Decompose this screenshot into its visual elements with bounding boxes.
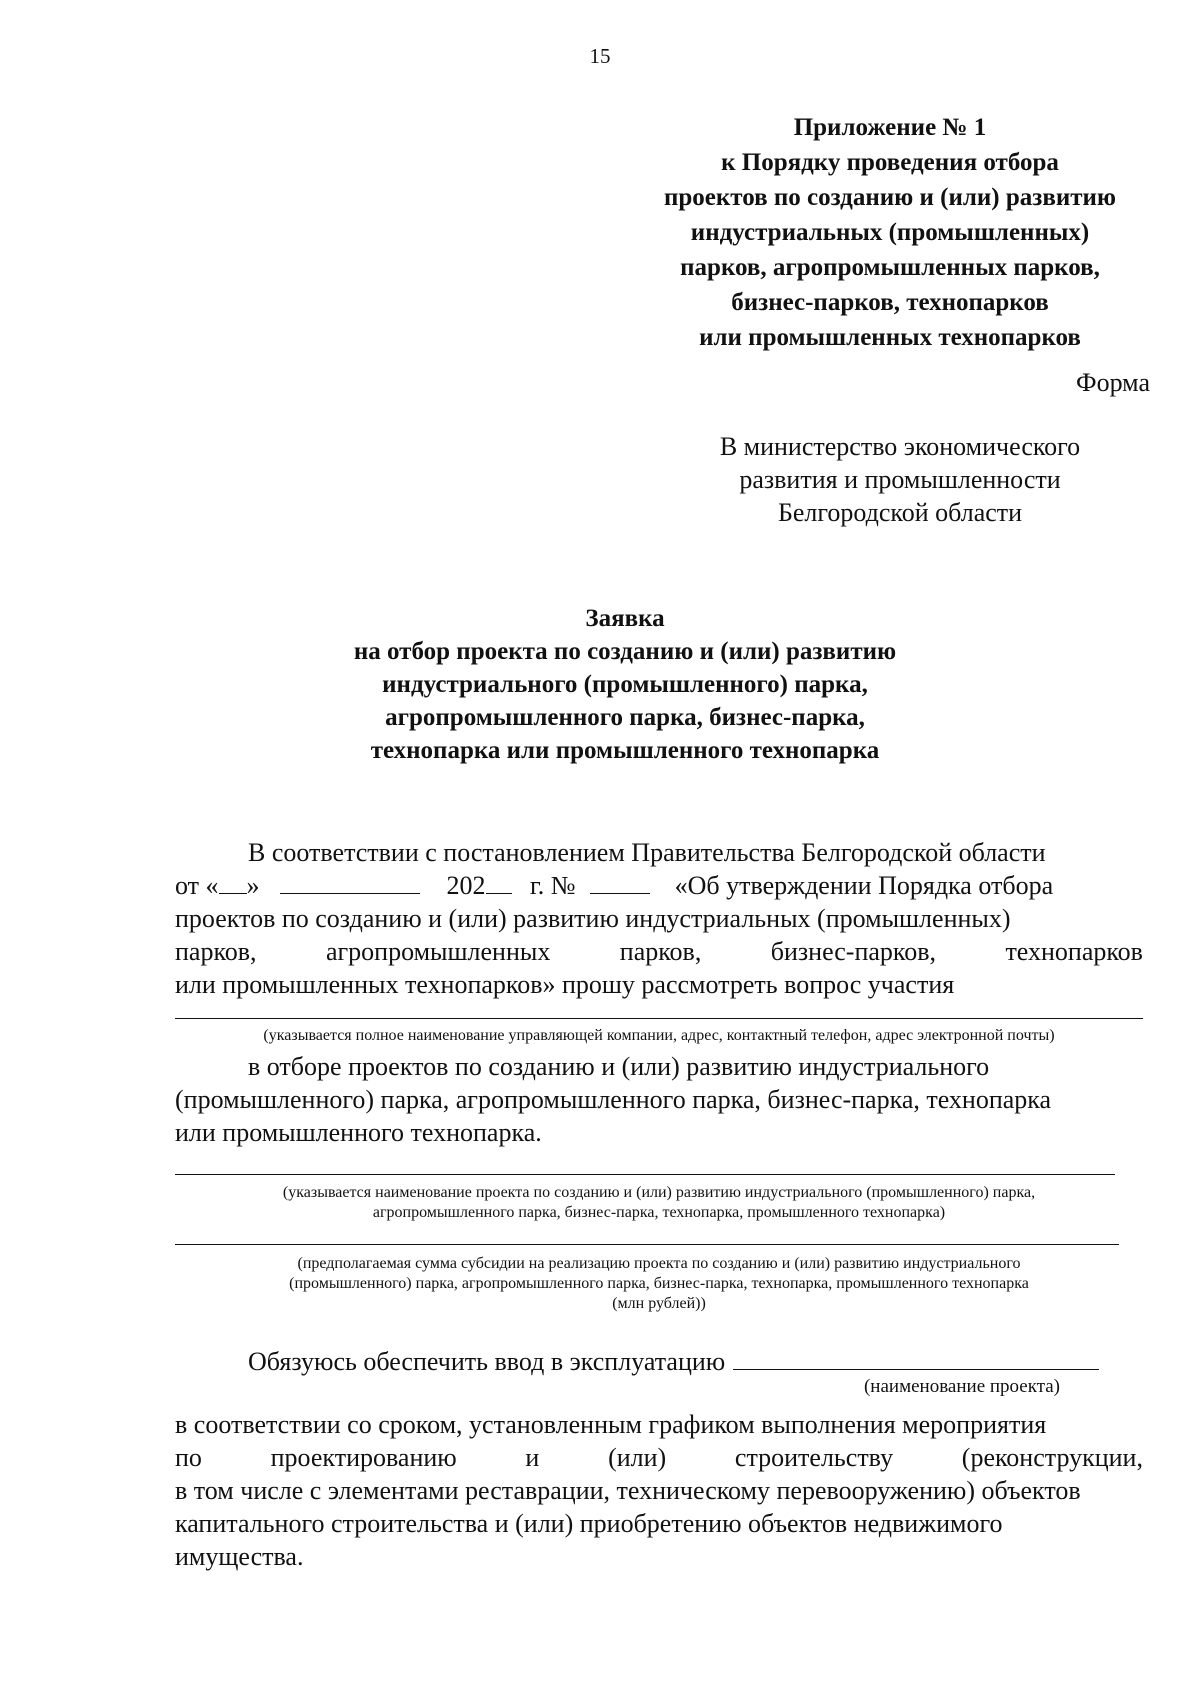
addressee-line: Белгородской области bbox=[777, 498, 1023, 527]
form-label: Форма bbox=[1076, 368, 1150, 397]
note-project-name bbox=[175, 1183, 1143, 1223]
word: строительству bbox=[734, 1443, 894, 1472]
number-blank bbox=[590, 869, 650, 894]
appendix-line: или промышленных технопарков bbox=[699, 324, 1081, 351]
word: парков, bbox=[619, 937, 702, 966]
paragraph-resolution bbox=[175, 836, 1143, 1001]
paragraph-commitment bbox=[175, 1345, 1143, 1378]
text-resolution-title: «Об утверждении Порядка отбора bbox=[674, 871, 1054, 900]
appendix-line: к Порядку проведения отбора bbox=[721, 149, 1059, 176]
appendix-header bbox=[620, 110, 1160, 355]
paragraph-line: капитального строительства и (или) приобретению объектов недвижимого bbox=[175, 1509, 1003, 1538]
word: бизнес-парков, bbox=[770, 937, 937, 966]
paragraph-line: В соответствии с постановлением Правительства Белгородской области bbox=[248, 838, 1046, 867]
word: и bbox=[525, 1443, 540, 1472]
paragraph-line-justified bbox=[175, 935, 1143, 968]
paragraph-deadline bbox=[175, 1408, 1143, 1573]
word: проектированию bbox=[270, 1443, 457, 1472]
appendix-line: парков, агропромышленных парков, bbox=[680, 254, 1100, 281]
appendix-line: бизнес-парков, технопарков bbox=[731, 289, 1049, 316]
paragraph-line: в том числе с элементами реставрации, техническому перевооружению) объектов bbox=[175, 1476, 1081, 1505]
year-blank bbox=[486, 869, 512, 894]
word: парков, bbox=[175, 937, 257, 966]
text-commitment: Обязуюсь обеспечить ввод в эксплуатацию bbox=[248, 1347, 726, 1376]
month-blank bbox=[280, 869, 420, 894]
paragraph-line: имущества. bbox=[175, 1542, 304, 1571]
text-quote-close: » bbox=[246, 871, 260, 900]
appendix-line: индустриальных (промышленных) bbox=[690, 219, 1090, 246]
paragraph-line-justified bbox=[175, 1441, 1143, 1474]
fill-in-line bbox=[175, 1244, 1119, 1245]
note-line: (указывается наименование проекта по созданию и (или) развитию индустриального (промышленного) парка, bbox=[282, 1184, 1036, 1201]
paragraph-line-with-blanks bbox=[175, 869, 1143, 902]
paragraph-line: в отборе проектов по созданию и (или) развитию индустриального bbox=[248, 1052, 990, 1081]
paragraph-selection bbox=[175, 1050, 1143, 1149]
day-blank bbox=[219, 869, 247, 894]
note-project-label: (наименование проекта) bbox=[863, 1376, 1060, 1397]
paragraph-line: или промышленных технопарков» прошу рассмотреть вопрос участия bbox=[175, 970, 955, 999]
note-subsidy-amount bbox=[175, 1254, 1143, 1314]
addressee-line: развития и промышленности bbox=[739, 465, 1061, 494]
title-line: на отбор проекта по созданию и (или) развитию bbox=[353, 638, 897, 665]
text-ot: от « bbox=[175, 871, 219, 900]
paragraph-line: проектов по созданию и (или) развитию индустриальных (промышленных) bbox=[175, 904, 1011, 933]
title-line: Заявка bbox=[585, 605, 665, 632]
word: технопарков bbox=[1005, 937, 1143, 966]
title-line: технопарка или промышленного технопарка bbox=[370, 737, 880, 764]
title-line: индустриального (промышленного) парка, bbox=[382, 671, 868, 698]
note-company: (указывается полное наименование управляющей компании, адрес, контактный телефон, адрес электронной почты) bbox=[263, 1027, 1055, 1044]
fill-in-line bbox=[175, 1174, 1115, 1175]
page-number: 15 bbox=[589, 44, 611, 68]
fill-in-line bbox=[175, 1018, 1143, 1019]
addressee-line: В министерство экономического bbox=[719, 432, 1081, 461]
paragraph-line: (промышленного) парка, агропромышленного парка, бизнес-парка, технопарка bbox=[175, 1085, 1052, 1114]
note-line: (промышленного) парка, агропромышленного парка, бизнес-парка, технопарка, промышленного технопарка bbox=[289, 1275, 1029, 1292]
word: (реконструкции, bbox=[961, 1443, 1143, 1472]
word: (или) bbox=[608, 1443, 667, 1472]
word: по bbox=[175, 1443, 202, 1472]
note-line: агропромышленного парка, бизнес-парка, технопарка, промышленного технопарка) bbox=[372, 1204, 946, 1221]
note-line: (млн рублей)) bbox=[612, 1295, 706, 1312]
word: агропромышленных bbox=[325, 937, 551, 966]
paragraph-line: в соответствии со сроком, установленным графиком выполнения мероприятия bbox=[175, 1410, 1047, 1439]
project-name-blank bbox=[733, 1345, 1099, 1370]
appendix-line: проектов по созданию и (или) развитию bbox=[663, 184, 1117, 211]
text-year: 202 bbox=[446, 871, 486, 900]
text-g-no: г. № bbox=[530, 871, 576, 900]
title-line: агропромышленного парка, бизнес-парка, bbox=[385, 704, 865, 731]
application-title bbox=[330, 602, 920, 767]
paragraph-line-with-blank bbox=[175, 1345, 1143, 1378]
paragraph-line: или промышленного технопарка. bbox=[175, 1118, 542, 1147]
appendix-line: Приложение № 1 bbox=[793, 114, 987, 141]
note-line: (предполагаемая сумма субсидии на реализацию проекта по созданию и (или) развитию индустриального bbox=[297, 1255, 1021, 1272]
addressee-block bbox=[660, 430, 1140, 529]
